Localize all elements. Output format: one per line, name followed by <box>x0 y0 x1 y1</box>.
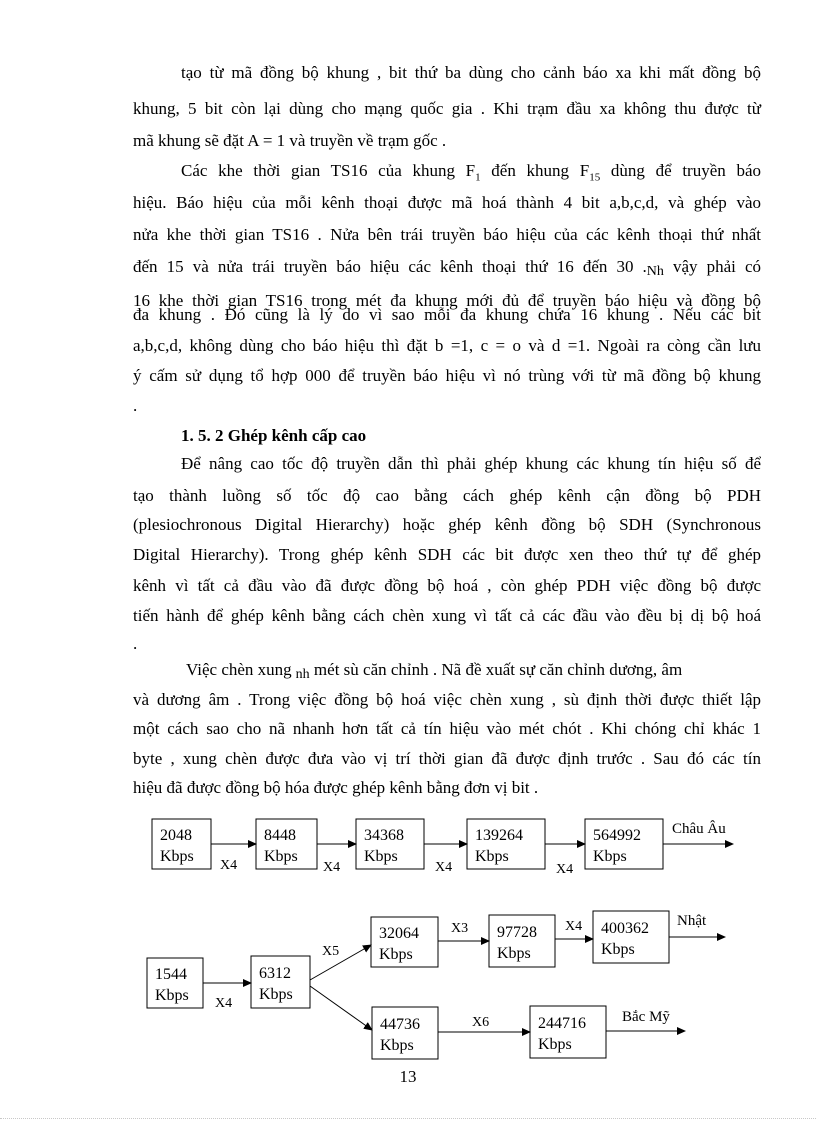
page-bottom-border <box>0 1118 816 1120</box>
text-fragment: mét sù căn chỉnh . Nã đề xuất sự căn chỉnh dương, âm <box>309 660 683 679</box>
unit-label: Kbps <box>259 986 293 1003</box>
multiplier-label: X6 <box>472 1015 490 1030</box>
multiplier-label: X4 <box>215 996 233 1011</box>
text-line: nửa khe thời gian TS16 . Nửa bên trái truyền báo hiệu của các kênh thoại thứ nhất <box>133 225 761 244</box>
text-line: hiệu đã được đồng bộ hóa được ghép kênh bằng đơn vị bit . <box>133 778 539 797</box>
unit-label: Kbps <box>475 848 509 865</box>
text-line: đa khung . Đó cũng là lý do vì sao mỗi đa khung chứa 16 khung . Nếu các bit <box>133 305 761 324</box>
text-line: tạo thành luồng số tốc độ cao bằng cách ghép kênh cận đồng bộ PDH <box>133 486 761 505</box>
multiplier-label: X3 <box>451 921 469 936</box>
text-line: một cách sao cho nã nhanh hơn tất cả tín hiệu vào mét chót . Khi chóng chỉ khác 1 <box>133 719 761 738</box>
unit-label: Kbps <box>593 848 627 865</box>
rate-label: 34368 <box>364 827 404 844</box>
rate-label: 2048 <box>160 827 192 844</box>
text-line <box>181 161 761 184</box>
rate-label: 139264 <box>475 827 523 844</box>
unit-label: Kbps <box>601 941 635 958</box>
section-heading: 1. 5. 2 Ghép kênh cấp cao <box>181 426 367 445</box>
text-fragment: Các khe thời gian TS16 của khung F <box>181 161 476 180</box>
unit-label: Kbps <box>364 848 398 865</box>
text-fragment: đến 15 và nửa trái truyền báo hiệu các kênh thoại thứ 16 đến 30 . <box>133 257 647 276</box>
unit-label: Kbps <box>538 1036 572 1053</box>
subscript: 1 <box>475 171 481 184</box>
text-line: ý cấm sử dụng tổ hợp 000 để truyền báo hiệu vì nó trùng với từ mã đồng bộ khung <box>133 366 761 385</box>
text-line: tạo từ mã đồng bộ khung , bit thứ ba dùng cho cảnh báo xa khi mất đồng bộ <box>181 63 761 82</box>
subscript: 15 <box>589 171 601 184</box>
rate-label: 6312 <box>259 965 291 982</box>
text-line: Digital Hierarchy). Trong ghép kênh SDH các bit được xen theo thứ tự để ghép <box>133 545 761 564</box>
multiplex-hierarchy-diagram <box>0 808 816 1068</box>
output-label-europe: Châu Âu <box>672 821 726 837</box>
text-line <box>133 257 761 279</box>
output-label-japan: Nhật <box>677 913 707 929</box>
rate-label: 97728 <box>497 924 537 941</box>
unit-label: Kbps <box>160 848 194 865</box>
arrow <box>310 986 372 1030</box>
unit-label: Kbps <box>497 945 531 962</box>
text-line: khung, 5 bit còn lại dùng cho mạng quốc gia . Khi trạm đầu xa không thu được từ <box>133 99 761 118</box>
text-line: a,b,c,d, không dùng cho báo hiệu thì đặt b =1, c = o và d =1. Ngoài ra còng cần lưu <box>133 336 761 355</box>
unit-label: Kbps <box>380 1037 414 1054</box>
text-line: byte , xung chèn được đưa vào vị trí thời gian đã được định trước . Sau đó các tín <box>133 749 761 768</box>
text-line: (plesiochronous Digital Hierarchy) hoặc ghép kênh đồng bộ SDH (Synchronous <box>133 515 761 534</box>
unit-label: Kbps <box>379 946 413 963</box>
text-line <box>186 660 814 682</box>
multiplier-label: X4 <box>220 858 238 873</box>
text-line: . <box>133 634 138 653</box>
text-line: tiến hành để ghép kênh bằng cách chèn xung vì tất cả các đầu vào đều bị dị bộ hoá <box>133 606 761 625</box>
text-fragment: nh <box>295 667 310 682</box>
text-line: và dương âm . Trong việc đồng bộ hoá việc chèn xung , sù định thời được thiết lập <box>133 690 761 709</box>
rate-label: 44736 <box>380 1016 420 1033</box>
text-line: . <box>133 396 138 415</box>
page-number: 13 <box>399 1067 417 1086</box>
text-line: hiệu. Báo hiệu của mỗi kênh thoại được mã hoá thành 4 bit a,b,c,d, và ghép vào <box>133 193 761 212</box>
text-fragment: vậy phải có <box>663 257 762 276</box>
unit-label: Kbps <box>155 987 189 1004</box>
rate-label: 1544 <box>155 966 187 983</box>
text-line: kênh vì tất cả đầu vào đã được đồng bộ hoá , còn ghép PDH việc đồng bộ được <box>133 576 761 595</box>
text-fragment: Nh <box>646 264 664 279</box>
text-line: 16 khe thời gian TS16 trong mét đa khung mới đủ để truyền báo hiệu và đồng bộ <box>133 291 761 310</box>
text-line: Để nâng cao tốc độ truyền dẫn thì phải ghép khung các khung tín hiệu số để <box>181 454 761 473</box>
text-fragment: đến khung F <box>480 161 590 180</box>
text-fragment: dùng để truyền báo <box>600 161 761 180</box>
multiplier-label: X4 <box>565 919 583 934</box>
rate-label: 244716 <box>538 1015 586 1032</box>
rate-label: 564992 <box>593 827 641 844</box>
rate-label: 400362 <box>601 920 649 937</box>
rate-label: 32064 <box>379 925 419 942</box>
rate-label: 8448 <box>264 827 296 844</box>
output-label-north-america: Bắc Mỹ <box>622 1009 670 1025</box>
multiplier-label: X4 <box>435 860 453 875</box>
unit-label: Kbps <box>264 848 298 865</box>
arrow <box>310 945 371 980</box>
multiplier-label: X5 <box>322 944 340 959</box>
multiplier-label: X4 <box>556 862 574 877</box>
multiplier-label: X4 <box>323 860 341 875</box>
text-fragment: Việc chèn xung <box>186 660 292 679</box>
text-line: mã khung sẽ đặt A = 1 và truyền về trạm gốc . <box>133 131 447 150</box>
